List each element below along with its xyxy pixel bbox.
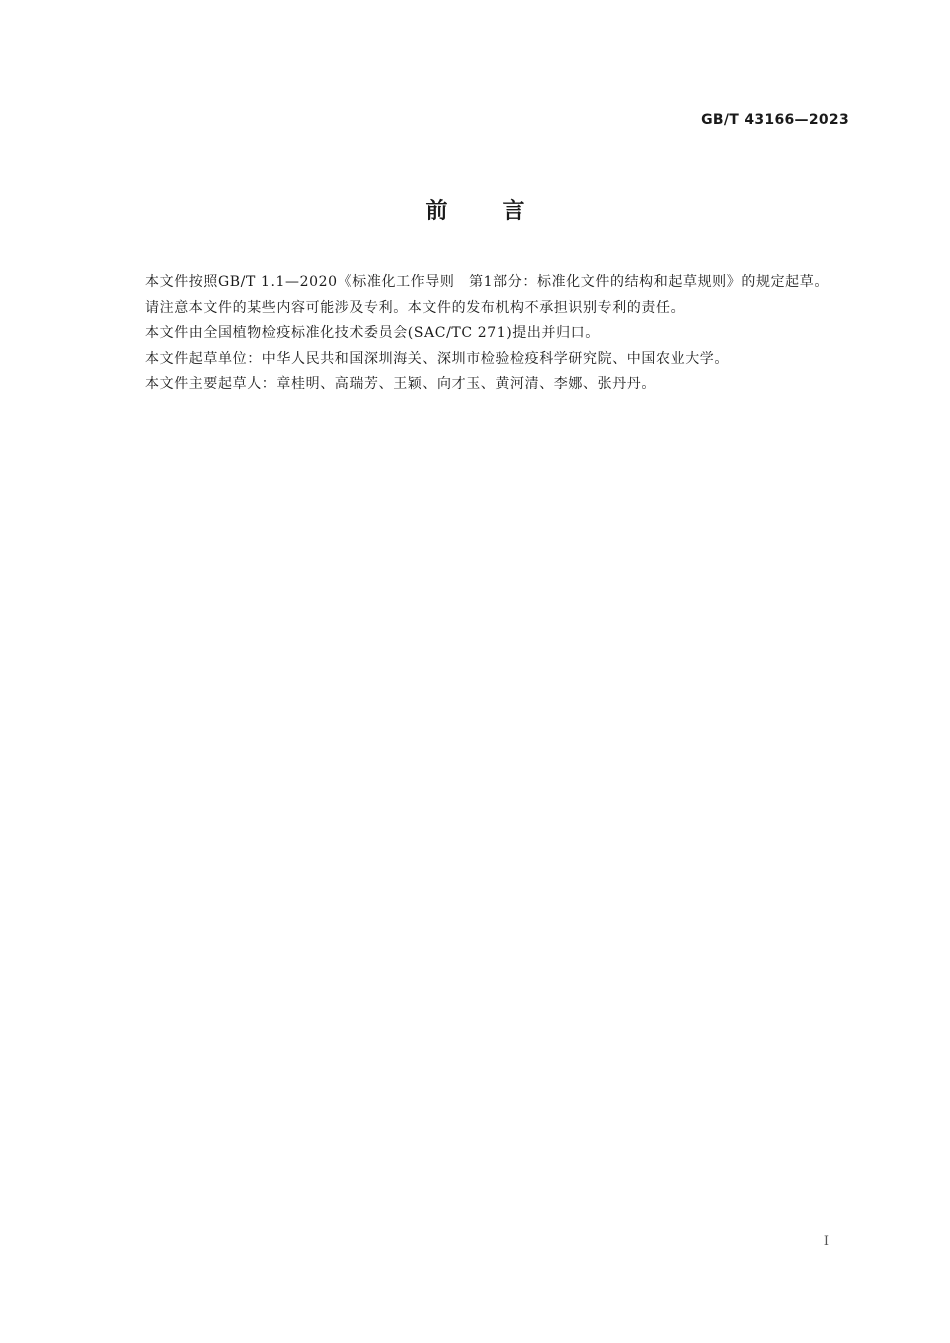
paragraph-drafting-units: 本文件起草单位：中华人民共和国深圳海关、深圳市检验检疫科学研究院、中国农业大学。 [145,350,729,367]
paragraph-drafting-rules: 本文件按照GB/T 1.1—2020《标准化工作导则 第1部分：标准化文件的结构和起草规则》的规定起草。 [145,274,829,290]
foreword-body [116,270,850,398]
page-title: 前言 [425,199,580,224]
paragraph-drafters: 本文件主要起草人：章桂明、高瑞芳、王颖、向才玉、黄河清、李娜、张丹丹。 [145,376,656,392]
paragraph-patent-notice: 请注意本文件的某些内容可能涉及专利。本文件的发布机构不承担识别专利的责任。 [145,299,686,316]
document-number: GB/T 43166—2023 [701,112,849,128]
paragraph-proposer: 本文件由全国植物检疫标准化技术委员会(SAC/TC 271)提出并归口。 [145,325,600,341]
page-number: I [823,1234,829,1249]
